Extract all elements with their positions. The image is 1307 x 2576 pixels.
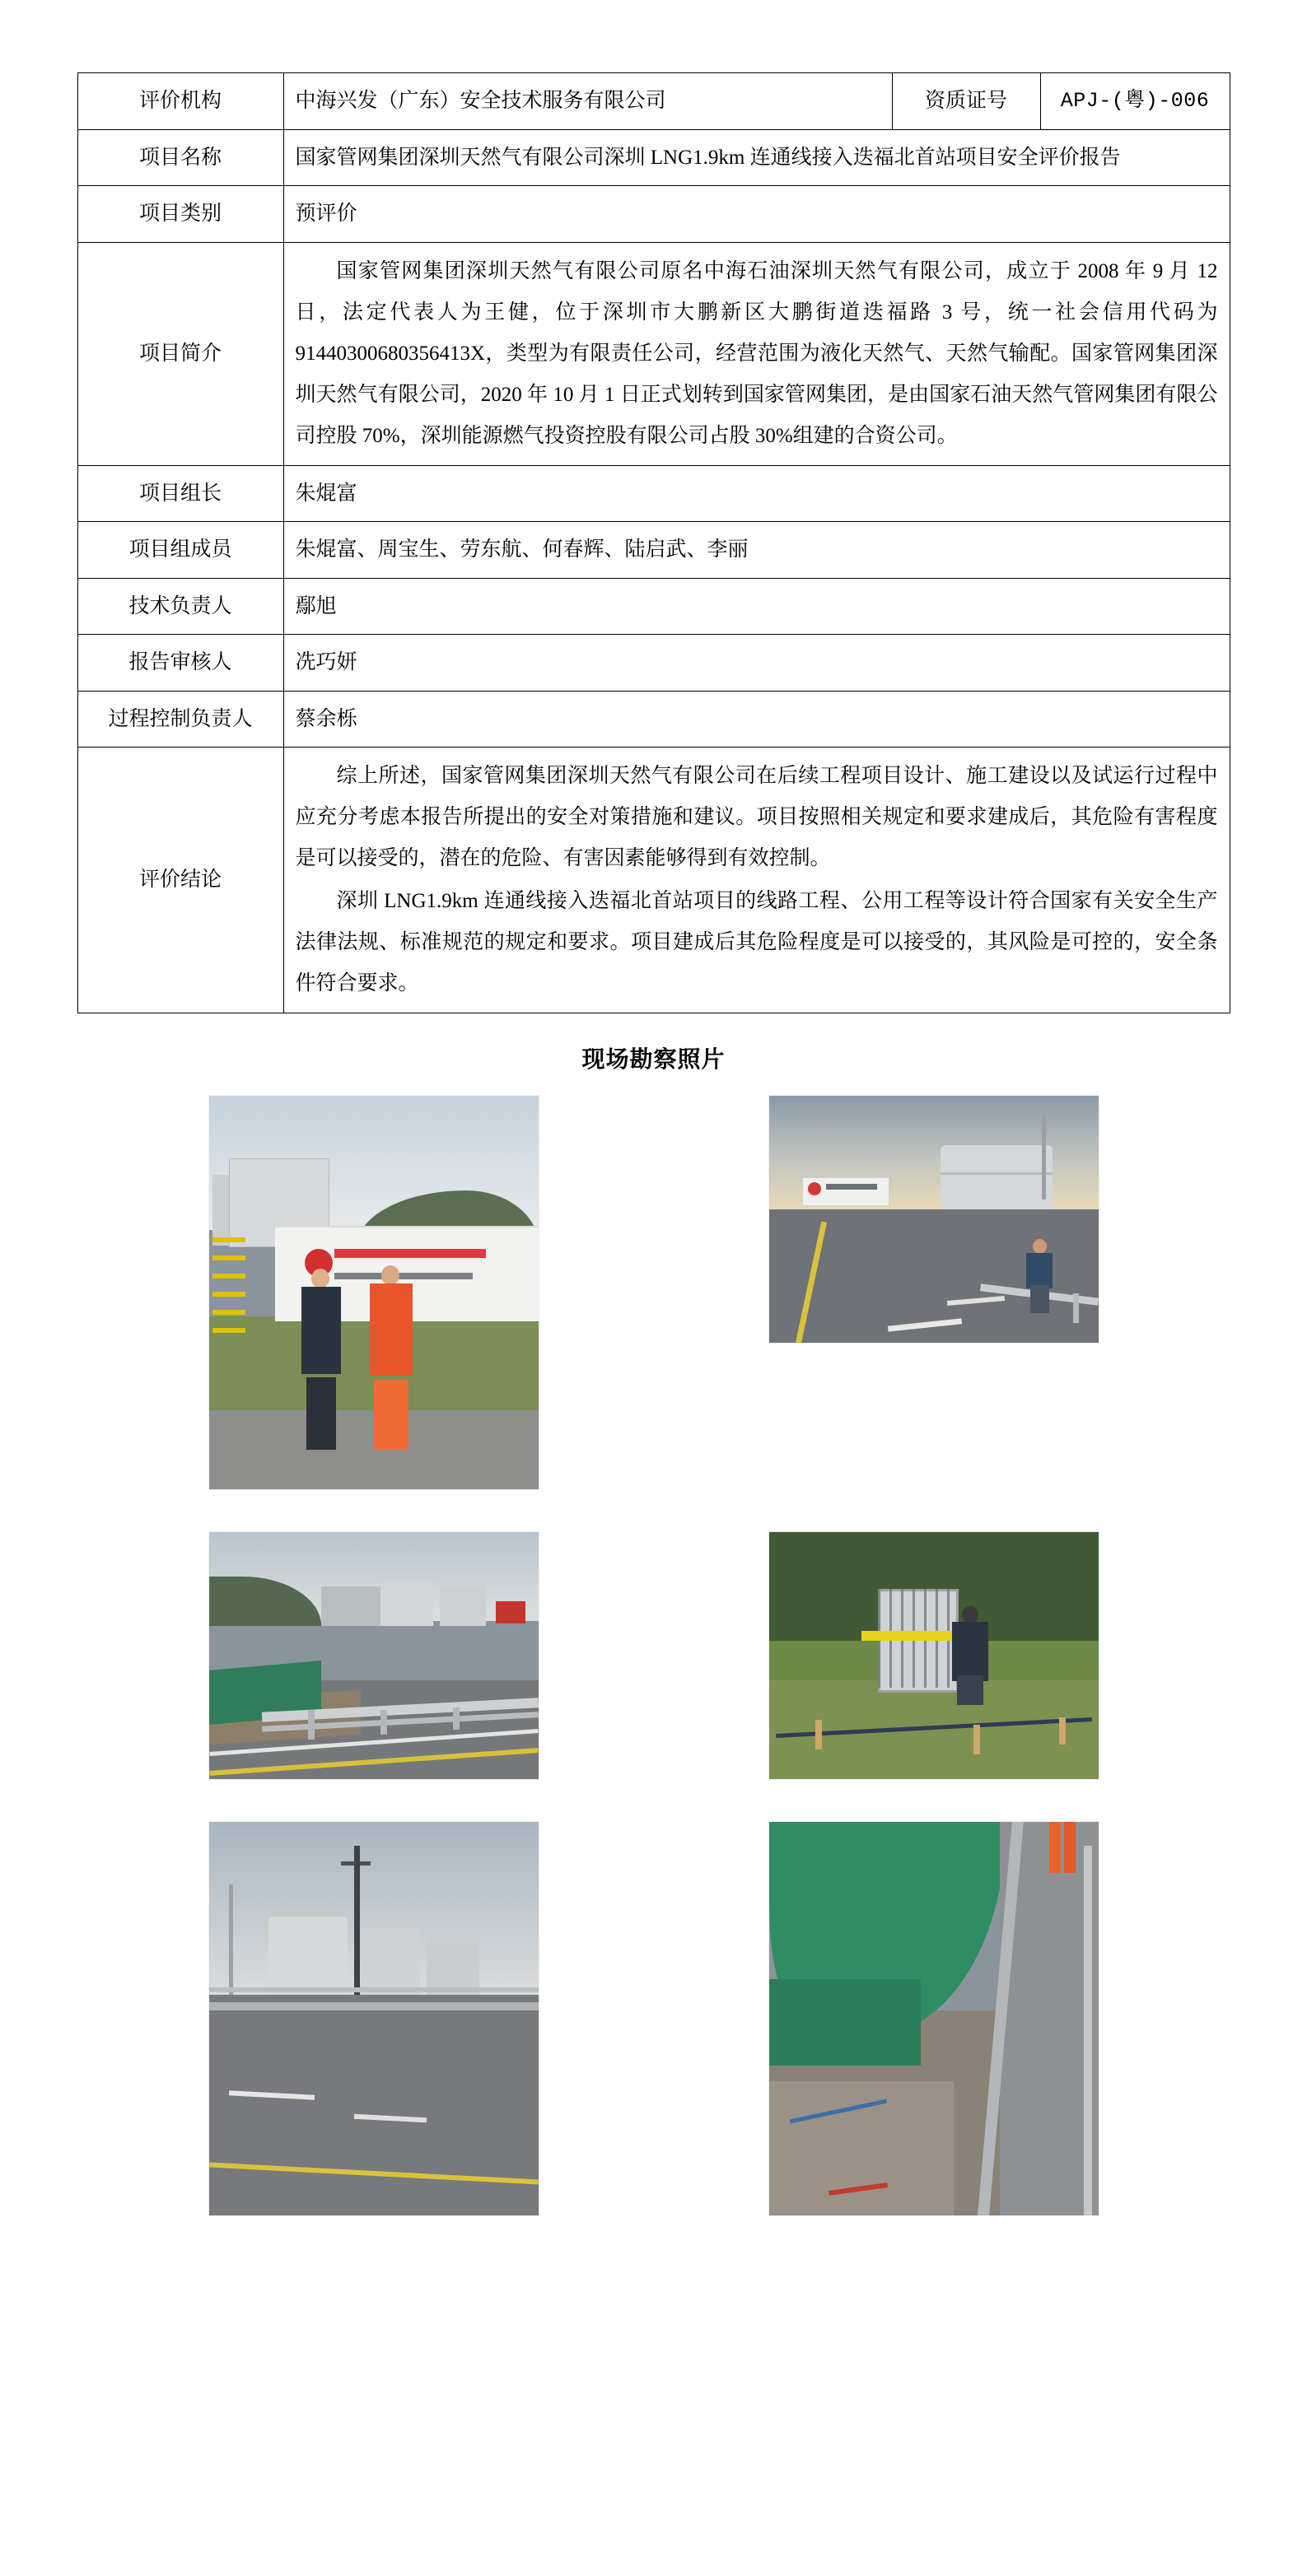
person-leg xyxy=(1064,1822,1076,1873)
person-torso xyxy=(301,1287,341,1374)
road-region xyxy=(209,1995,539,2215)
storage-tank xyxy=(361,1928,420,1995)
row-value-project-intro xyxy=(283,242,1230,465)
table-row xyxy=(77,129,1230,186)
storage-tank xyxy=(427,1936,479,1996)
guardrail-post xyxy=(1073,1293,1079,1323)
guardrail-post xyxy=(380,1710,387,1735)
photo-grid xyxy=(147,1096,1160,2215)
row-label-team-leader: 项目组长 xyxy=(77,465,283,522)
photo-cell xyxy=(707,1096,1160,1489)
row-value-conclusion xyxy=(283,748,1230,1013)
row-label-qualification: 资质证号 xyxy=(892,73,1040,130)
paragraph: 综上所述，国家管网集团深圳天然气有限公司在后续工程项目设计、施工建设以及试运行过程中应充分考虑本报告所提出的安全对策措施和建议。项目按照相关规定和要求建成后，其危险有害程度是可以接受的，潜在的危险、有害因素能够得到有效控制。 xyxy=(295,765,1218,869)
light-pole xyxy=(229,1884,233,1995)
table-row xyxy=(77,748,1230,1013)
project-info-table xyxy=(77,72,1230,1013)
row-value-tech-lead: 鄢旭 xyxy=(283,578,1230,635)
row-label-report-reviewer: 报告审核人 xyxy=(77,635,283,692)
guardrail-post xyxy=(453,1707,460,1730)
photo-cell xyxy=(147,1532,600,1779)
table-row xyxy=(77,186,1230,243)
row-label-project-intro: 项目简介 xyxy=(77,242,283,465)
wooden-stake xyxy=(815,1720,822,1749)
photo-cell xyxy=(707,1822,1160,2215)
storage-tank xyxy=(268,1917,348,1996)
row-value-report-reviewer: 冼巧妍 xyxy=(283,635,1230,692)
person-walking xyxy=(1023,1239,1056,1313)
lng-sign xyxy=(802,1177,889,1206)
table-row xyxy=(77,522,1230,579)
light-pole xyxy=(1042,1116,1046,1199)
road-curb xyxy=(209,2002,539,2010)
paragraph: 深圳 LNG1.9km 连通线接入迭福北首站项目的线路工程、公用工程等设计符合国家有关安全生产法律法规、标准规范的规定和要求。项目建成后其危险程度是可以接受的，其风险是可控的，安全条件符合要求。 xyxy=(295,890,1218,995)
row-value-team-members: 朱焜富、周宝生、劳东航、何春辉、陆启武、李丽 xyxy=(283,522,1230,579)
storage-tank xyxy=(440,1586,486,1626)
storage-tank xyxy=(380,1581,433,1626)
guardrail xyxy=(1084,1846,1092,2215)
guardrail-post xyxy=(308,1710,315,1740)
yellow-railing xyxy=(212,1237,245,1339)
tank-band xyxy=(941,1172,1053,1175)
photo-valve-cage-in-grass xyxy=(769,1532,1099,1779)
person-head xyxy=(381,1265,399,1285)
row-label-agency: 评价机构 xyxy=(77,73,283,130)
row-label-project-name: 项目名称 xyxy=(77,129,283,186)
row-label-tech-lead: 技术负责人 xyxy=(77,578,283,635)
photo-site-wall-with-staff xyxy=(209,1096,539,1489)
photo-cell xyxy=(707,1532,1160,1779)
person-orange-coverall xyxy=(367,1265,415,1451)
photo-tanks-and-drill-rig xyxy=(209,1822,539,2215)
row-value-qualification: APJ-(粤)-006 xyxy=(1040,73,1230,130)
person-dark-jacket xyxy=(298,1269,344,1450)
photo-cell xyxy=(147,1822,600,2215)
person-torso xyxy=(952,1622,988,1681)
sign-logo-icon xyxy=(808,1182,821,1195)
person-torso xyxy=(1026,1253,1053,1288)
photo-cell xyxy=(147,1096,600,1489)
row-value-team-leader: 朱焜富 xyxy=(283,465,1230,522)
plant-structure xyxy=(321,1586,380,1626)
person-head xyxy=(962,1606,978,1623)
table-row xyxy=(77,635,1230,692)
photo-green-net-slope xyxy=(769,1822,1099,2215)
person-legs xyxy=(306,1377,336,1450)
perimeter-fence xyxy=(209,1987,539,1992)
table-row xyxy=(77,242,1230,465)
person-legs xyxy=(374,1380,408,1450)
red-truck xyxy=(496,1601,525,1623)
person-legs xyxy=(957,1675,983,1705)
green-safety-net-lower xyxy=(769,1979,921,2066)
table-row xyxy=(77,73,1230,130)
wooden-stake xyxy=(1059,1717,1066,1745)
person-legs-orange xyxy=(1046,1822,1079,1873)
row-value-process-control: 蔡余栎 xyxy=(283,691,1230,748)
photos-section-title: 现场勘察照片 xyxy=(581,1047,726,1073)
person-legs xyxy=(1030,1285,1049,1313)
sign-text-block xyxy=(826,1184,877,1190)
row-label-conclusion: 评价结论 xyxy=(77,748,283,1013)
table-row xyxy=(77,691,1230,748)
person-inspecting xyxy=(950,1606,990,1705)
table-row xyxy=(77,465,1230,522)
person-head xyxy=(1033,1239,1047,1254)
row-value-project-type: 预评价 xyxy=(283,186,1230,243)
row-label-process-control: 过程控制负责人 xyxy=(77,691,283,748)
row-label-project-type: 项目类别 xyxy=(77,186,283,243)
person-head xyxy=(311,1269,329,1288)
document-page xyxy=(0,72,1307,2576)
rubble-region xyxy=(769,2081,954,2215)
photo-road-with-lng-tank xyxy=(769,1096,1099,1343)
drill-rig-mast xyxy=(354,1846,360,1996)
row-value-project-name: 国家管网集团深圳天然气有限公司深圳 LNG1.9km 连通线接入迭福北首站项目安全评价报告 xyxy=(283,129,1230,186)
table-row xyxy=(77,578,1230,635)
wooden-stake xyxy=(973,1725,980,1754)
row-value-agency: 中海兴发（广东）安全技术服务有限公司 xyxy=(283,73,892,130)
photo-guardrail-along-road xyxy=(209,1532,539,1779)
lng-storage-tank xyxy=(941,1145,1053,1209)
paragraph: 国家管网集团深圳天然气有限公司原名中海石油深圳天然气有限公司，成立于 2008 年 9 月 12 日，法定代表人为王健，位于深圳市大鹏新区大鹏街道迭福路 3 号，统一社会信用代码为 91440300680356413X，类型为有限责任公司，经营范围为液化天然气、天然气输配。国家管网集团深圳天然气有限公司，2020 年 10 月 1 日正式划转到国家管网集团，是由国家石油天然气管网集团有限公司控股 70%，深圳能源燃气投资控股有限公司占股 30%组建的合资公司。 xyxy=(295,259,1218,447)
person-leg xyxy=(1049,1822,1061,1873)
wall-wordmark-cn xyxy=(334,1249,486,1258)
row-label-team-members: 项目组成员 xyxy=(77,522,283,579)
person-torso xyxy=(370,1283,413,1376)
